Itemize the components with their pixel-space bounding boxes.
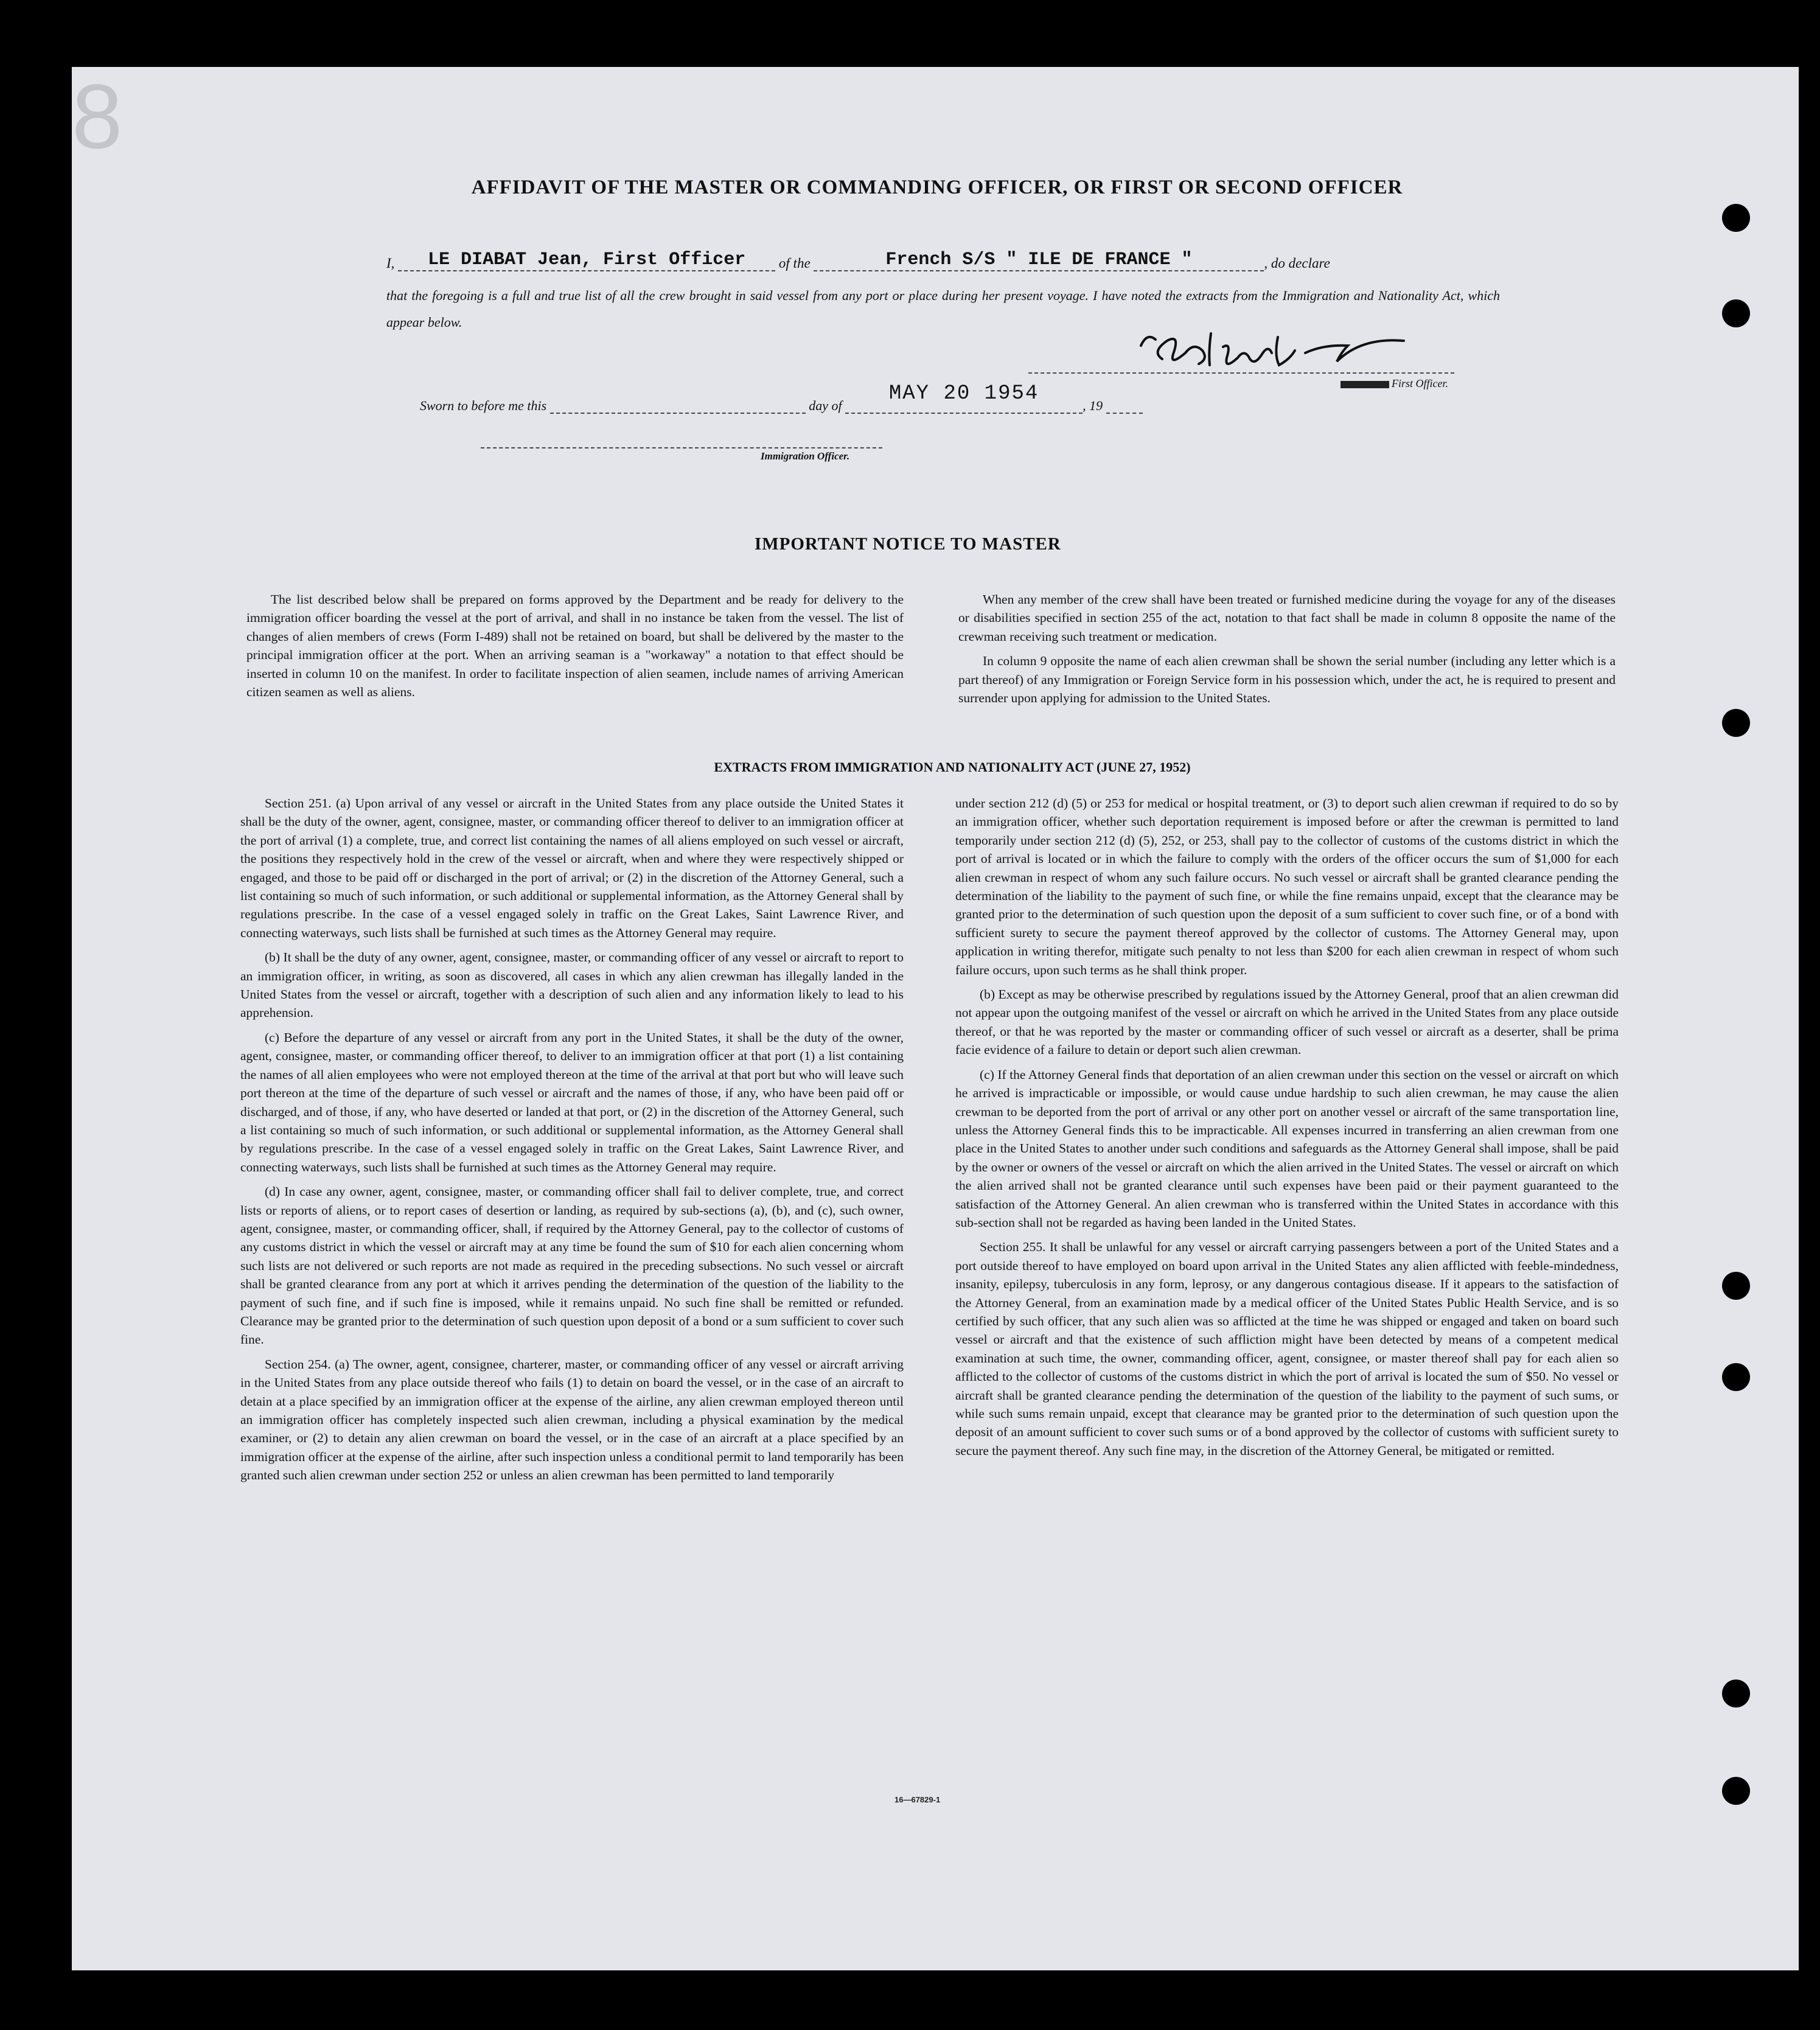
extracts-heading: EXTRACTS FROM IMMIGRATION AND NATIONALITY ACT (JUNE 27, 1952) bbox=[714, 759, 1191, 775]
sworn-label: Sworn to before me this bbox=[420, 398, 547, 413]
signature-area bbox=[1028, 329, 1454, 389]
signature-caption-text: First Officer. bbox=[1392, 377, 1448, 389]
page-number-mark: 8 bbox=[72, 65, 123, 167]
section-254-c: (c) If the Attorney General finds that deportation of an alien crewman under this section on the vessel or aircraft on which he arrived is impracticable or impossible, or would cause undue hardship to such alien crewman, he may cause the alien crewman to be deported from the port of arrival or any other port on another vessel or aircraft of the same transportation line, unless the Attorney General finds this to be impracticable. All expenses incurred in transferring an alien crewman from one place in the United States to another under such conditions and safeguards as the Attorney General shall impose, shall be paid by the owner or owners of the vessel or aircraft on which the alien arrived in the United States. The vessel or aircraft on which the alien arrived shall not be granted clearance until such expenses have been paid or their payment guaranteed to the satisfaction of the Attorney General. An alien crewman who is transferred within the United States in accordance with this sub-section shall not be regarded as having been landed in the United States. bbox=[955, 1067, 1619, 1230]
notice-right-text-2: In column 9 opposite the name of each alien crewman shall be shown the serial number (including any letter which is a part thereof) of any Immigration or Foreign Service form in his possession which, under the act, he is required to present and surrender upon applying for admission to the United States. bbox=[958, 654, 1616, 706]
declaration-continuation: that the foregoing is a full and true list of all the crew brought in said vessel from any port or place during her present voyage. I have noted the extracts from the Immigration and Nationality Act, which appear below. bbox=[386, 288, 1500, 330]
date-stamp: MAY 20 1954 bbox=[888, 382, 1039, 405]
binder-hole bbox=[1722, 1679, 1750, 1707]
binder-hole bbox=[1722, 204, 1750, 232]
signature-caption bbox=[1338, 377, 1448, 390]
redaction-mark bbox=[1341, 381, 1389, 388]
binder-hole bbox=[1722, 1363, 1750, 1391]
binder-hole bbox=[1722, 709, 1750, 737]
notice-heading: IMPORTANT NOTICE TO MASTER bbox=[755, 534, 1061, 554]
section-251-a: Section 251. (a) Upon arrival of any vessel or aircraft in the United States from any place outside the United States it shall be the duty of the owner, agent, consignee, master, or commanding officer thereof to deliver to an immigration officer at the port of arrival (1) a complete, true, and correct list containing the names of all aliens employed on such vessel or aircraft, the positions they respectively hold in the crew of the vessel or aircraft, when and where they were respectively shipped or engaged, and those to be paid off or discharged in the port of arrival; or (2) in the discretion of the Attorney General, such a list containing so much of such information, or such additional or supplemental information, as the Attorney General shall by regulations prescribe. In the case of a vessel engaged solely in traffic on the Great Lakes, Saint Lawrence River, and connecting waterways, such lists shall be furnished at such times as the Attorney General may require. bbox=[240, 796, 904, 940]
signature-line bbox=[1028, 372, 1454, 374]
section-251-b: (b) It shall be the duty of any owner, agent, consignee, master, or commanding officer of any vessel or aircraft to report to an immigration officer, in writing, as soon as discovered, all cases in which any alien crewman has illegally landed in the United States from the vessel or aircraft, together with a description of such alien and any information likely to lead to his apprehension. bbox=[240, 950, 904, 1020]
sworn-year-prefix: , 19 bbox=[1083, 398, 1103, 413]
sworn-day-of: day of bbox=[809, 398, 842, 413]
immigration-officer-line bbox=[481, 447, 882, 448]
affidavit-title: AFFIDAVIT OF THE MASTER OR COMMANDING OFFICER, OR FIRST OR SECOND OFFICER bbox=[471, 176, 1403, 198]
notice-left-text: The list described below shall be prepared on forms approved by the Department and be ready for delivery to the immigration officer boarding the vessel at the port of arrival, and shall in no instance be taken from the vessel. The list of changes of alien members of crews (Form I-489) shall not be retained on board, but shall be delivered by the master to the principal immigration officer at the port. When an arriving seaman is a "workaway" a notation to that effect should be inserted in column 10 on the manifest. In order to facilitate inspection of alien seamen, include names of arriving American citizen seamen as well as aliens. bbox=[246, 592, 904, 700]
section-254-a-continued: under section 212 (d) (5) or 253 for medical or hospital treatment, or (3) to deport such alien crewman if required to do so by an immigration officer, whether such deportation requirement is imposed before or after the crewman is permitted to land temporarily under section 212 (d) (5), 252, or 253, shall pay to the collector of customs of the customs district in which the port of arrival is located or in which the failure to comply with the orders of the officer occurs the sum of $1,000 for each alien crewman in respect of whom any such failure occurs. No such vessel or aircraft shall be granted clearance pending the determination of the liability to the payment of such fine, or while the fine remains unpaid, except that the clearance may be granted prior to the determination of such question upon the deposit of a sum sufficient to cover such fine, or of a bond with sufficient surety to secure the payment thereof approved by the collector of customs. The Attorney General may, upon application in writing therefor, mitigate such penalty to not less than $200 for each alien crewman in respect of whom such failure occurs, upon such terms as he shall think proper. bbox=[955, 796, 1619, 977]
extracts-left-column bbox=[240, 794, 904, 1491]
binder-hole bbox=[1722, 299, 1750, 327]
immigration-officer-caption: Immigration Officer. bbox=[761, 450, 850, 462]
declaration-do-declare: , do declare bbox=[1264, 256, 1330, 271]
section-254-b: (b) Except as may be otherwise prescribed by regulations issued by the Attorney General, proof that an alien crewman did not appear upon the outgoing manifest of the vessel or aircraft on which he arrived in the United States from any place outside thereof, or that he was reported by the master or commanding officer of such vessel or aircraft as a deserter, shall be prima facie evidence of a failure to detain or deport such alien crewman. bbox=[955, 987, 1619, 1058]
officer-name: LE DIABAT Jean, First Officer bbox=[428, 249, 746, 270]
notice-left-column bbox=[246, 590, 904, 707]
extracts-right-column bbox=[955, 794, 1619, 1466]
declaration-of-the: of the bbox=[778, 256, 811, 271]
binder-hole bbox=[1722, 1272, 1750, 1300]
handwritten-signature bbox=[1138, 329, 1479, 374]
declaration-prefix: I, bbox=[386, 256, 395, 271]
form-code: 16—67829-1 bbox=[894, 1795, 941, 1804]
notice-right-column bbox=[958, 590, 1616, 713]
declaration bbox=[386, 249, 1500, 336]
sworn-line bbox=[420, 382, 1143, 414]
vessel-name: French S/S " ILE DE FRANCE " bbox=[885, 249, 1193, 270]
section-251-d: (d) In case any owner, agent, consignee, master, or commanding officer shall fail to deliver complete, true, and correct lists or reports of aliens, or to report cases of desertion or landing, as required by sub-sections (a), (b), and (c), such owner, agent, consignee, master, or commanding officer, shall, if required by the Attorney General, pay to the collector of customs of any customs district in which the vessel or aircraft may at any time be found the sum of $10 for each alien concerning whom such lists are not delivered or such reports are not made as required in the preceding subsections. No such vessel or aircraft shall be granted clearance from any port at which it arrives pending the determination of the question of the liability to the payment of such fine, and if such fine is imposed, while it remains unpaid. No such fine shall be remitted or refunded. Clearance may be granted prior to the determination of such question upon deposit of a bond or a sum sufficient to cover such fine. bbox=[240, 1184, 904, 1347]
section-255: Section 255. It shall be unlawful for any vessel or aircraft carrying passengers between a port of the United States and a port outside thereof to have employed on board upon arrival in the United States any alien afflicted with feeble-mindedness, insanity, epilepsy, tuberculosis in any form, leprosy, or any dangerous contagious disease. If it appears to the satisfaction of the Attorney General, from an examination made by a medical officer of the United States Public Health Service, and is so certified by such officer, that any such alien was so afflicted at the time he was shipped or engaged and taken on board such vessel or aircraft and that the existence of such affliction might have been detected by means of a competent medical examination at such time, the owner, commanding officer, agent, consignee, or master thereof shall pay for each alien so afflicted to the collector of customs of the customs district in which the port of arrival is located the sum of $50. No vessel or aircraft shall be granted clearance pending the determination of the question of the liability to the payment of such sums, or while such sums remain unpaid, except that clearance may be granted prior to the determination of such question upon the deposit of an amount sufficient to cover such sums or of a bond approved by the collector of customs with sufficient surety to secure the payment thereof. Any such fine may, in the discretion of the Attorney General, be mitigated or remitted. bbox=[955, 1240, 1619, 1458]
notice-right-text-1: When any member of the crew shall have been treated or furnished medicine during the voyage for any of the diseases or disabilities specified in section 255 of the act, notation to that fact shall be made in column 8 opposite the name of the crewman receiving such treatment or medication. bbox=[958, 592, 1616, 644]
section-254-a: Section 254. (a) The owner, agent, consignee, charterer, master, or commanding officer of any vessel or aircraft arriving in the United States from any place outside thereof who fails (1) to detain on board the vessel, or in the case of an aircraft to detain at a place specified by an immigration officer at the expense of the airline, any alien crewman employed thereon until an immigration officer has completely inspected such alien crewman, including a physical examination by the medical examiner, or (2) to detain any alien crewman on board the vessel, or in the case of an aircraft at a place specified by an immigration officer at the expense of the airline, after such inspection unless a conditional permit to land temporarily has been granted such alien crewman under section 252 or unless an alien crewman has been permitted to land temporarily bbox=[240, 1356, 904, 1483]
binder-hole bbox=[1722, 1777, 1750, 1805]
section-251-c: (c) Before the departure of any vessel or aircraft from any port in the United States, it shall be the duty of the owner, agent, consignee, master, or commanding officer thereof, to deliver to an immigration officer at that port (1) a list containing the names of all alien employees who were not employed thereon at the time of the arrival at that port but who will leave such port thereon at the time of the departure of such vessel or aircraft and the names of those, if any, who have been paid off or discharged, and of those, if any, who have deserted or landed at that port, or (2) in the discretion of the Attorney General, such a list containing so much of such information, or such additional or supplemental information, as the Attorney General shall by regulations prescribe. In the case of a vessel engaged solely in traffic on the Great Lakes, Saint Lawrence River, and connecting waterways, such lists shall be furnished at such times as the Attorney General may require. bbox=[240, 1030, 904, 1174]
